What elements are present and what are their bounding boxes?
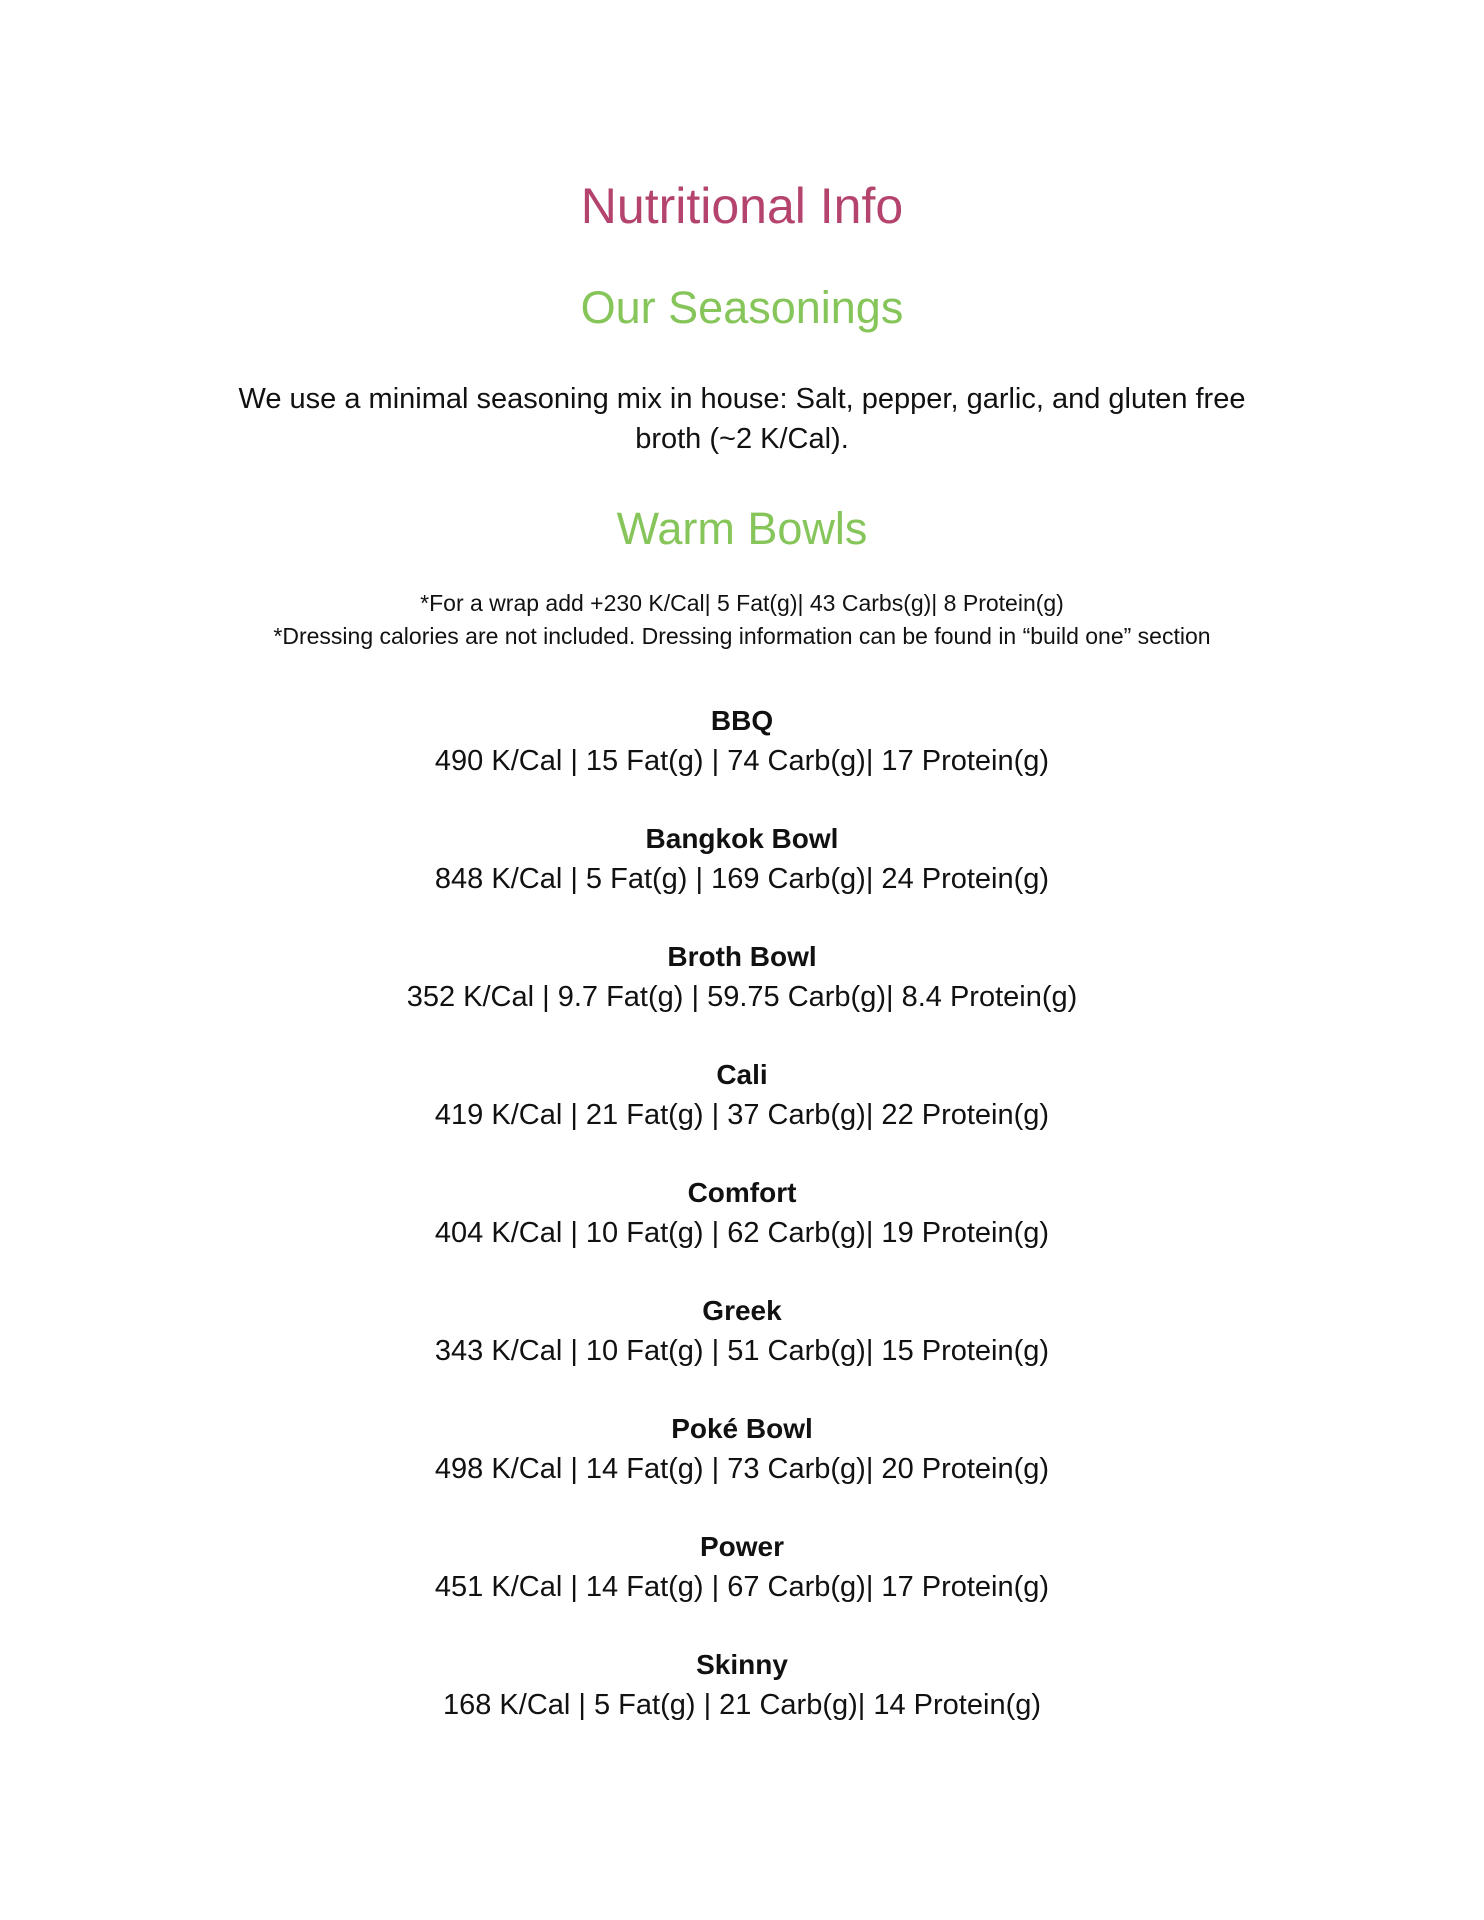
bowl-nutrition: 498 K/Cal | 14 Fat(g) | 73 Carb(g)| 20 Protein(g) xyxy=(434,1453,1050,1485)
bowl-nutrition: 490 K/Cal | 15 Fat(g) | 74 Carb(g)| 17 Protein(g) xyxy=(434,745,1050,777)
warm-bowls-notes xyxy=(0,587,1484,653)
bowl-name: Power xyxy=(699,1531,785,1562)
bowl-name: Cali xyxy=(716,1059,768,1090)
bowl-name: Poké Bowl xyxy=(671,1413,813,1444)
bowl-nutrition: 848 K/Cal | 5 Fat(g) | 169 Carb(g)| 24 Protein(g) xyxy=(434,863,1050,895)
bowl-nutrition: 451 K/Cal | 14 Fat(g) | 67 Carb(g)| 17 Protein(g) xyxy=(434,1571,1050,1603)
bowl-name: Comfort xyxy=(687,1177,797,1208)
bowl-item-comfort xyxy=(0,1173,1484,1253)
bowl-item-bbq xyxy=(0,701,1484,781)
bowl-item-broth xyxy=(0,937,1484,1017)
bowl-nutrition: 419 K/Cal | 21 Fat(g) | 37 Carb(g)| 22 Protein(g) xyxy=(434,1099,1050,1131)
seasonings-description: We use a minimal seasoning mix in house: Salt, pepper, garlic, and gluten free broth (~2 K/Cal). xyxy=(238,383,1246,455)
bowl-item-power xyxy=(0,1527,1484,1607)
wrap-note: *For a wrap add +230 K/Cal| 5 Fat(g)| 43 Carbs(g)| 8 Protein(g) xyxy=(420,590,1064,616)
warm-bowls-heading: Warm Bowls xyxy=(616,503,868,554)
bowl-nutrition: 343 K/Cal | 10 Fat(g) | 51 Carb(g)| 15 Protein(g) xyxy=(434,1335,1050,1367)
bowl-item-greek xyxy=(0,1291,1484,1371)
bowl-item-poke xyxy=(0,1409,1484,1489)
bowl-item-skinny xyxy=(0,1645,1484,1725)
bowl-name: Skinny xyxy=(696,1649,788,1680)
bowl-name: BBQ xyxy=(710,705,774,736)
bowl-item-bangkok xyxy=(0,819,1484,899)
bowl-nutrition: 352 K/Cal | 9.7 Fat(g) | 59.75 Carb(g)| 8.4 Protein(g) xyxy=(406,981,1078,1013)
bowl-item-cali xyxy=(0,1055,1484,1135)
bowl-name: Greek xyxy=(702,1295,782,1326)
seasonings-heading: Our Seasonings xyxy=(580,282,904,333)
bowl-name: Bangkok Bowl xyxy=(645,823,839,854)
page-title: Nutritional Info xyxy=(580,178,904,234)
bowl-nutrition: 404 K/Cal | 10 Fat(g) | 62 Carb(g)| 19 Protein(g) xyxy=(434,1217,1050,1249)
bowl-nutrition: 168 K/Cal | 5 Fat(g) | 21 Carb(g)| 14 Protein(g) xyxy=(442,1689,1042,1721)
dressing-note: *Dressing calories are not included. Dressing information can be found in “build one” section xyxy=(273,623,1211,649)
bowl-name: Broth Bowl xyxy=(667,941,817,972)
warm-bowls-list xyxy=(0,701,1484,1725)
